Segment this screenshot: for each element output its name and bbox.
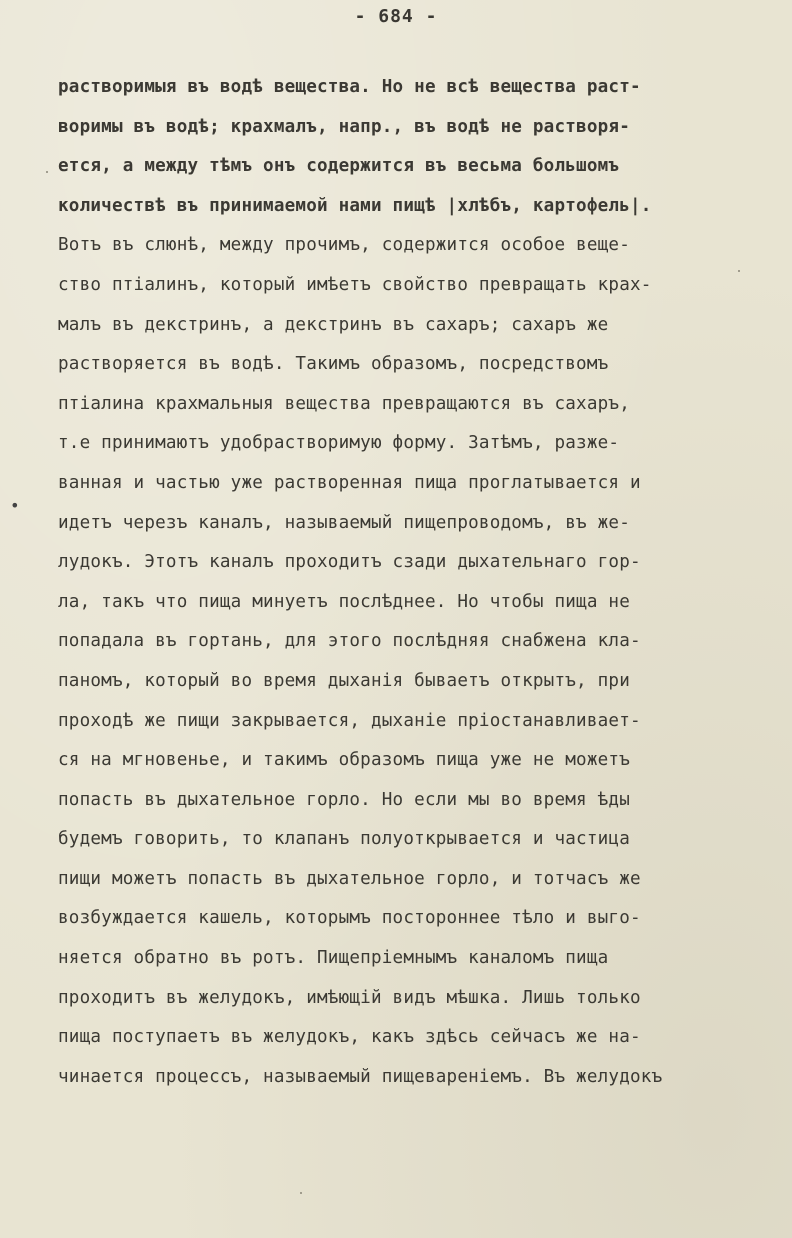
paper-speck [738,270,740,272]
text-line: пищи можетъ попасть въ дыхательное горло, и тотчасъ же [58,868,641,889]
text-line: растворимыя въ водѣ вещества. Но не всѣ вещества раст- [58,77,641,97]
text-line: попадала въ гортань, для этого послѣдняя снабжена кла- [58,631,641,652]
text-line: чинается процессъ, называемый пищевареніемъ. Въ желудокъ [58,1066,663,1087]
text-line: идетъ черезъ каналъ, называемый пищепроводомъ, въ же- [58,512,630,533]
text-line: няется обратно въ ротъ. Пищепріемнымъ каналомъ пища [58,948,609,969]
text-line: возбуждается кашель, которымъ постороннее тѣло и выго- [58,908,641,929]
text-line: Вотъ въ слюнѣ, между прочимъ, содержится особое веще- [58,235,630,256]
body-text [58,68,778,1097]
text-line: т.е принимаютъ удобрастворимую форму. Затѣмъ, разже- [58,433,620,454]
margin-mark: • [10,496,20,515]
text-line: количествѣ въ принимаемой нами пищѣ |хлѣбъ, картофель|. [58,195,652,216]
text-line: проходитъ въ желудокъ, имѣющій видъ мѣшка. Лишь только [58,987,641,1008]
page-number: - 684 - [354,6,438,27]
text-line: ванная и частью уже растворенная пища проглатывается и [58,472,641,493]
text-line: птіалина крахмальныя вещества превращаются въ сахаръ, [58,393,630,414]
text-line: малъ въ декстринъ, а декстринъ въ сахаръ; сахаръ же [58,314,609,335]
paper-speck [46,171,48,173]
text-line: пища поступаетъ въ желудокъ, какъ здѣсь сейчасъ же на- [58,1027,641,1048]
text-line: паномъ, который во время дыханія бываетъ открытъ, при [58,670,630,691]
text-line: воримы въ водѣ; крахмалъ, напр., въ водѣ не растворя- [58,116,630,137]
text-line: ство птіалинъ, который имѣетъ свойство превращать крах- [58,274,652,295]
text-line: будемъ говорить, то клапанъ полуоткрывается и частица [58,829,630,850]
text-line: проходѣ же пищи закрывается, дыханіе пріостанавливает- [58,710,641,731]
text-line: ся на мгновенье, и такимъ образомъ пища уже не можетъ [58,750,630,771]
text-line: растворяется въ водѣ. Такимъ образомъ, посредствомъ [58,354,609,375]
paper-speck [300,1192,302,1194]
text-line: лудокъ. Этотъ каналъ проходитъ сзади дыхательнаго гор- [58,552,641,573]
text-line: ла, такъ что пища минуетъ послѣднее. Но чтобы пища не [58,591,630,612]
text-line: попасть въ дыхательное горло. Но если мы во время ѣды [58,789,630,810]
text-line: ется, а между тѣмъ онъ содержится въ весьма большомъ [58,156,620,177]
